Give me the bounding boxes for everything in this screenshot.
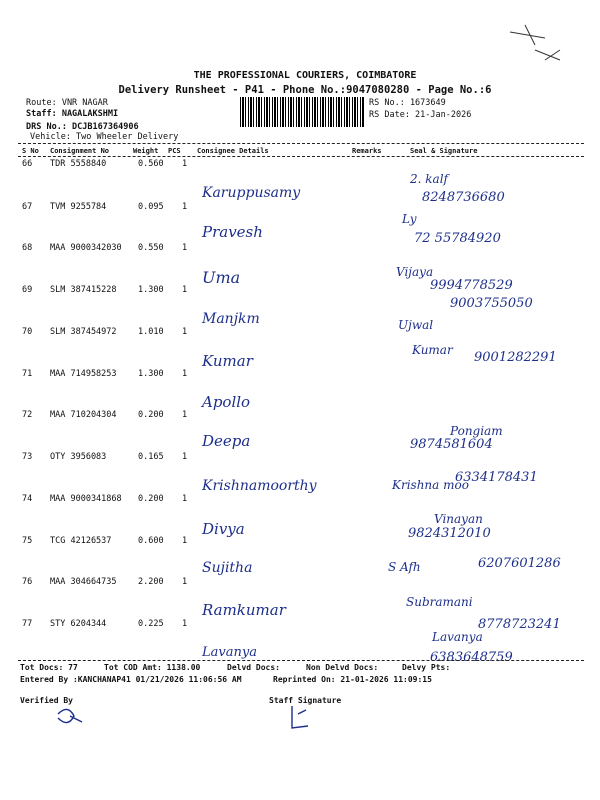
rs-number: RS No.: 1673649 (369, 98, 446, 108)
pieces-count: 1 (182, 577, 188, 587)
pieces-count: 1 (182, 452, 188, 462)
consignment-number: SLM 387454972 (50, 327, 117, 337)
signature-text: Pongiam (450, 424, 503, 438)
barcode (240, 97, 365, 127)
phone-handwritten: 6207601286 (478, 556, 561, 571)
signature-text: Kumar (412, 343, 453, 357)
footer-divider (18, 660, 584, 661)
staff-signature: Staff Signature (269, 696, 342, 705)
serial-number: 66 (22, 159, 33, 169)
consignee-name: Lavanya (202, 645, 257, 660)
signature-text: Vinayan (434, 512, 483, 526)
phone-handwritten: 8248736680 (422, 190, 505, 205)
serial-number: 74 (22, 494, 33, 504)
pieces-count: 1 (182, 159, 188, 169)
serial-number: 76 (22, 577, 33, 587)
tot-docs: Tot Docs: 77 (20, 663, 78, 672)
consignment-number: MAA 304664735 (50, 577, 117, 587)
entered-by: Entered By :KANCHANAP41 01/21/2026 11:06:56 AM (20, 675, 242, 684)
consignment-number: OTY 3956083 (50, 452, 107, 462)
col-remarks: Remarks (352, 147, 382, 155)
weight-value: 0.600 (138, 536, 164, 546)
serial-number: 77 (22, 619, 33, 629)
consignment-number: MAA 710204304 (50, 410, 117, 420)
serial-number: 71 (22, 369, 33, 379)
consignee-name: Kumar (202, 352, 253, 370)
consignee-name: Karuppusamy (202, 185, 301, 201)
pieces-count: 1 (182, 410, 188, 420)
non-delvd-docs: Non Delvd Docs: (306, 663, 379, 672)
pieces-count: 1 (182, 285, 188, 295)
pieces-count: 1 (182, 536, 188, 546)
phone-handwritten: 6383648759 (430, 650, 513, 665)
consignment-number: STY 6204344 (50, 619, 107, 629)
consignment-number: MAA 714958253 (50, 369, 117, 379)
consignment-number: TCG 42126537 (50, 536, 112, 546)
verified-signature-icon (50, 702, 90, 732)
consignee-name: Pravesh (202, 223, 263, 241)
signature-text: Ly (402, 212, 417, 226)
company-title: THE PROFESSIONAL COURIERS, COIMBATORE (193, 70, 417, 81)
phone-handwritten: 9003755050 (450, 296, 533, 311)
weight-value: 0.095 (138, 202, 164, 212)
consignment-number: SLM 387415228 (50, 285, 117, 295)
consignee-name: Deepa (202, 432, 251, 450)
reprinted-on: Reprinted On: 21-01-2026 11:09:15 (273, 675, 432, 684)
signature-text: Ujwal (398, 318, 434, 332)
weight-value: 0.165 (138, 452, 164, 462)
consignment-number: MAA 9000342030 (50, 243, 122, 253)
phone-handwritten: 72 55784920 (414, 231, 501, 246)
corner-scribble-icon (505, 20, 565, 65)
weight-value: 0.550 (138, 243, 164, 253)
phone-handwritten: 9874581604 (410, 437, 493, 452)
pieces-count: 1 (182, 619, 188, 629)
col-sno: S No (22, 147, 39, 155)
serial-number: 67 (22, 202, 33, 212)
serial-number: 73 (22, 452, 33, 462)
col-consignment: Consignment No (50, 147, 110, 155)
drs-label: DRS No.: DCJB167364906 (26, 122, 139, 132)
weight-value: 0.200 (138, 494, 164, 504)
serial-number: 68 (22, 243, 33, 253)
pieces-count: 1 (182, 494, 188, 504)
consignee-name: Sujitha (202, 560, 253, 576)
delvd-docs: Delvd Docs: (227, 663, 280, 672)
phone-handwritten: 6334178431 (455, 470, 538, 485)
weight-value: 1.300 (138, 285, 164, 295)
header-divider-bottom (18, 156, 584, 157)
runsheet-subtitle: Delivery Runsheet - P41 - Phone No.:9047080280 - Page No.:6 (118, 84, 492, 96)
consignment-number: TDR 5558840 (50, 159, 107, 169)
col-pcs: PCS (168, 147, 181, 155)
consignee-name: Uma (202, 268, 241, 287)
consignee-name: Ramkumar (202, 601, 286, 619)
verified-by: Verified By (20, 696, 73, 705)
consignee-name: Divya (202, 520, 245, 538)
weight-value: 1.010 (138, 327, 164, 337)
weight-value: 0.200 (138, 410, 164, 420)
consignee-name: Apollo (202, 393, 251, 411)
signature-text: 2. kalf (410, 172, 448, 186)
serial-number: 72 (22, 410, 33, 420)
col-consignee: Consignee Details (197, 147, 269, 155)
pieces-count: 1 (182, 327, 188, 337)
serial-number: 75 (22, 536, 33, 546)
col-seal: Seal & Signature (410, 147, 478, 155)
consignee-name: Manjkm (202, 311, 260, 327)
consignment-number: MAA 9000341868 (50, 494, 122, 504)
staff-signature-icon (282, 702, 322, 734)
pieces-count: 1 (182, 202, 188, 212)
signature-text: Krishna moo (392, 478, 469, 492)
phone-handwritten: 9994778529 (430, 278, 513, 293)
route-label: Route: VNR NAGAR (26, 98, 108, 108)
phone-handwritten: 9001282291 (474, 350, 557, 365)
weight-value: 2.200 (138, 577, 164, 587)
weight-value: 0.560 (138, 159, 164, 169)
consignee-name: Krishnamoorthy (202, 478, 317, 494)
pieces-count: 1 (182, 243, 188, 253)
phone-handwritten: 9824312010 (408, 526, 491, 541)
tot-cod: Tot COD Amt: 1138.00 (104, 663, 201, 672)
signature-text: Vijaya (396, 265, 434, 279)
signature-text: Lavanya (432, 630, 483, 644)
delvy-pts: Delvy Pts: (402, 663, 451, 672)
weight-value: 0.225 (138, 619, 164, 629)
staff-label: Staff: NAGALAKSHMI (26, 109, 119, 119)
signature-text: Subramani (406, 595, 473, 609)
phone-handwritten: 8778723241 (478, 617, 561, 632)
rs-date: RS Date: 21-Jan-2026 (369, 110, 472, 120)
serial-number: 69 (22, 285, 33, 295)
col-weight: Weight (133, 147, 159, 155)
vehicle-label: Vehicle: Two Wheeler Delivery (30, 132, 179, 142)
header-divider (18, 143, 584, 144)
signature-text: S Afh (388, 560, 421, 574)
serial-number: 70 (22, 327, 33, 337)
consignment-number: TVM 9255784 (50, 202, 107, 212)
weight-value: 1.300 (138, 369, 164, 379)
pieces-count: 1 (182, 369, 188, 379)
